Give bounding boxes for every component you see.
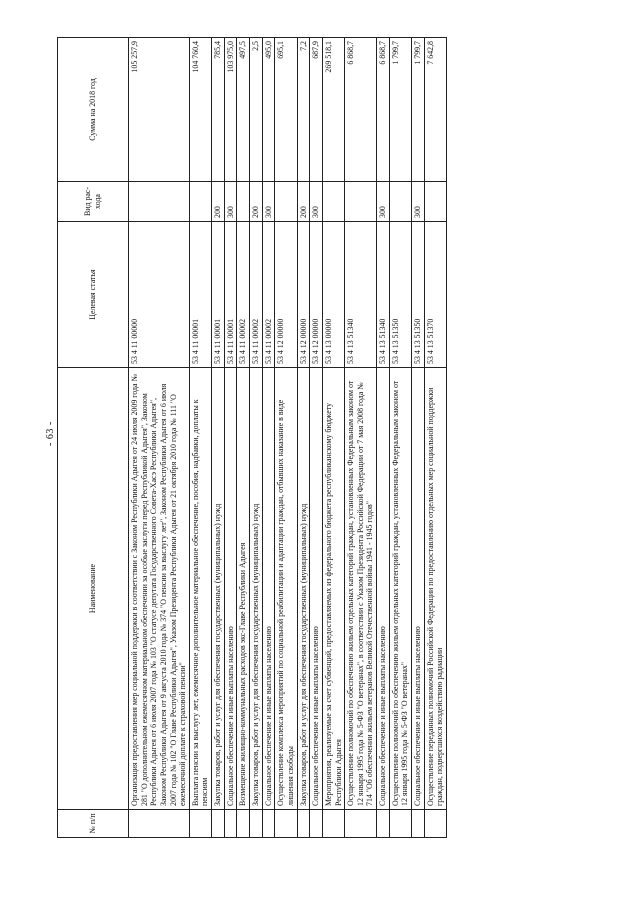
cell-kind xyxy=(189,182,211,222)
cell-num xyxy=(322,810,344,838)
cell-kind: 300 xyxy=(262,182,275,222)
cell-num xyxy=(224,810,237,838)
cell-kind: 300 xyxy=(377,182,390,222)
cell-name: Социальное обеспечение и иные выплаты населению xyxy=(310,368,323,810)
table-row xyxy=(212,38,225,838)
cell-num xyxy=(424,810,446,838)
cell-name: Возмещение жилищно-коммунальных расходов экс-Главе Республики Адыгея xyxy=(237,368,250,810)
table-row xyxy=(377,38,390,838)
cell-kind xyxy=(345,182,377,222)
cell-code: 53 4 13 51350 xyxy=(389,222,411,368)
table-row xyxy=(412,38,425,838)
cell-name: Осуществление комплекса мероприятий по социальной реабилитации и адаптации граждан, отбывших наказание в виде лишения свободы xyxy=(275,368,297,810)
cell-num xyxy=(377,810,390,838)
cell-kind: 200 xyxy=(250,182,263,222)
cell-kind: 200 xyxy=(212,182,225,222)
cell-num xyxy=(237,810,250,838)
cell-name: Социальное обеспечение и иные выплаты населению xyxy=(224,368,237,810)
cell-kind xyxy=(129,182,190,222)
cell-name: Закупка товаров, работ и услуг для обеспечения государственных (муниципальных) нужд xyxy=(212,368,225,810)
cell-sum: 1 799,7 xyxy=(389,38,411,182)
cell-kind: 200 xyxy=(297,182,310,222)
cell-num xyxy=(262,810,275,838)
cell-kind: 300 xyxy=(224,182,237,222)
cell-name: Социальное обеспечение и иные выплаты населению xyxy=(262,368,275,810)
cell-kind xyxy=(389,182,411,222)
header-sum: Сумма на 2018 год xyxy=(58,38,129,182)
cell-name: Социальное обеспечение и иные выплаты населению xyxy=(377,368,390,810)
cell-sum: 687,9 xyxy=(310,38,323,182)
cell-sum: 497,5 xyxy=(237,38,250,182)
cell-num xyxy=(275,810,297,838)
cell-num xyxy=(310,810,323,838)
cell-code: 53 4 12 00000 xyxy=(297,222,310,368)
cell-kind: 300 xyxy=(412,182,425,222)
table-row xyxy=(129,38,190,838)
table-row xyxy=(262,38,275,838)
table-row xyxy=(189,38,211,838)
cell-code: 53 4 11 00002 xyxy=(237,222,250,368)
cell-sum: 495,0 xyxy=(262,38,275,182)
cell-kind xyxy=(275,182,297,222)
cell-sum: 105 257,9 xyxy=(129,38,190,182)
cell-code: 53 4 11 00001 xyxy=(224,222,237,368)
cell-sum: 785,4 xyxy=(212,38,225,182)
table-row xyxy=(224,38,237,838)
table-row xyxy=(275,38,297,838)
cell-sum: 103 975,0 xyxy=(224,38,237,182)
cell-name: Мероприятия, реализуемые за счет субвенций, предоставляемых из федерального бюджета республиканскому бюджету Республики Адыгея xyxy=(322,368,344,810)
cell-code: 53 4 13 51370 xyxy=(424,222,446,368)
cell-sum: 2,5 xyxy=(250,38,263,182)
table-row xyxy=(310,38,323,838)
cell-sum: 269 518,1 xyxy=(322,38,344,182)
header-num: № п/п xyxy=(58,810,129,838)
cell-num xyxy=(345,810,377,838)
cell-num xyxy=(212,810,225,838)
table-row xyxy=(345,38,377,838)
table-row xyxy=(237,38,250,838)
budget-table xyxy=(57,37,447,838)
cell-code: 53 4 11 00002 xyxy=(250,222,263,368)
cell-code: 53 4 13 51350 xyxy=(412,222,425,368)
cell-kind xyxy=(237,182,250,222)
cell-code: 53 4 13 00000 xyxy=(322,222,344,368)
cell-num xyxy=(389,810,411,838)
cell-name: Закупка товаров, работ и услуг для обеспечения государственных (муниципальных) нужд xyxy=(250,368,263,810)
cell-name: Организация предоставления мер социальной поддержки в соответствии с Законом Республики Адыгея от 24 июля 2009 года № 281 "О дополнительном ежемесячном материальном обеспечении за особые заслуги перед Республикой Адыгея", Законом Республики Адыгея от 6 июля 2007 года № 103 "О статусе депутата Государственного Совета-Хасэ Республики Адыгея", Законом Республики Адыгея от 9 августа 2010 года № 374 "О пенсии за выслугу лет", Законом Республики Адыгея от 6 июля 2007 года № 102 "О Главе Республики Адыгея", Указом Президента Республики Адыгея от 21 октября 2010 года № 111 "О ежемесячной доплате к страховой пенсии" xyxy=(129,368,190,810)
table-row xyxy=(297,38,310,838)
cell-sum: 695,1 xyxy=(275,38,297,182)
page-number: - 63 - xyxy=(45,421,56,446)
cell-code: 53 4 13 51340 xyxy=(377,222,390,368)
cell-name: Осуществление полномочий по обеспечению жильем отдельных категорий граждан, установленных Федеральным законом от 12 января 1995 года № 5-ФЗ "О ветеранах" xyxy=(389,368,411,810)
cell-num xyxy=(412,810,425,838)
cell-name: Осуществление переданных полномочий Российской Федерации по предоставлению отдельных мер социальной поддержки граждан, подвергшихся воздействию радиации xyxy=(424,368,446,810)
header-kind: Вид рас- хода xyxy=(58,182,129,222)
table-row xyxy=(389,38,411,838)
cell-name: Социальное обеспечение и иные выплаты населению xyxy=(412,368,425,810)
cell-name: Выплата пенсии за выслугу лет, ежемесячное дополнительное материальное обеспечение, пособия, надбавки, доплаты к пенсиям xyxy=(189,368,211,810)
cell-name: Закупка товаров, работ и услуг для обеспечения государственных (муниципальных) нужд xyxy=(297,368,310,810)
cell-code: 53 4 13 51340 xyxy=(345,222,377,368)
cell-kind xyxy=(322,182,344,222)
cell-kind: 300 xyxy=(310,182,323,222)
table-body xyxy=(129,38,447,838)
table-row xyxy=(424,38,446,838)
cell-sum: 7 642,8 xyxy=(424,38,446,182)
cell-code: 53 4 12 00000 xyxy=(275,222,297,368)
cell-code: 53 4 11 00002 xyxy=(262,222,275,368)
table-row xyxy=(250,38,263,838)
table-row xyxy=(322,38,344,838)
cell-sum: 1 799,7 xyxy=(412,38,425,182)
cell-num xyxy=(129,810,190,838)
cell-code: 53 4 11 00000 xyxy=(129,222,190,368)
cell-sum: 104 760,4 xyxy=(189,38,211,182)
cell-kind xyxy=(424,182,446,222)
cell-code: 53 4 11 00001 xyxy=(189,222,211,368)
cell-code: 53 4 11 00001 xyxy=(212,222,225,368)
cell-code: 53 4 12 00000 xyxy=(310,222,323,368)
cell-sum: 6 868,7 xyxy=(345,38,377,182)
budget-table-wrapper xyxy=(57,38,590,838)
cell-num xyxy=(250,810,263,838)
cell-num xyxy=(297,810,310,838)
cell-num xyxy=(189,810,211,838)
table-header-row xyxy=(58,38,129,838)
header-code: Целевая статья xyxy=(58,222,129,368)
header-name: Наименование xyxy=(58,368,129,810)
cell-name: Осуществление полномочий по обеспечению жильем отдельных категорий граждан, установленных Федеральным законом от 12 января 1995 года № 5-ФЗ "О ветеранах", в соответствии с Указом Президента Российской Федерации от 7 мая 2008 года № 714 "Об обеспечении жильем ветеранов Великой Отечественной войны 1941 - 1945 годов" xyxy=(345,368,377,810)
cell-sum: 7,2 xyxy=(297,38,310,182)
cell-sum: 6 868,7 xyxy=(377,38,390,182)
